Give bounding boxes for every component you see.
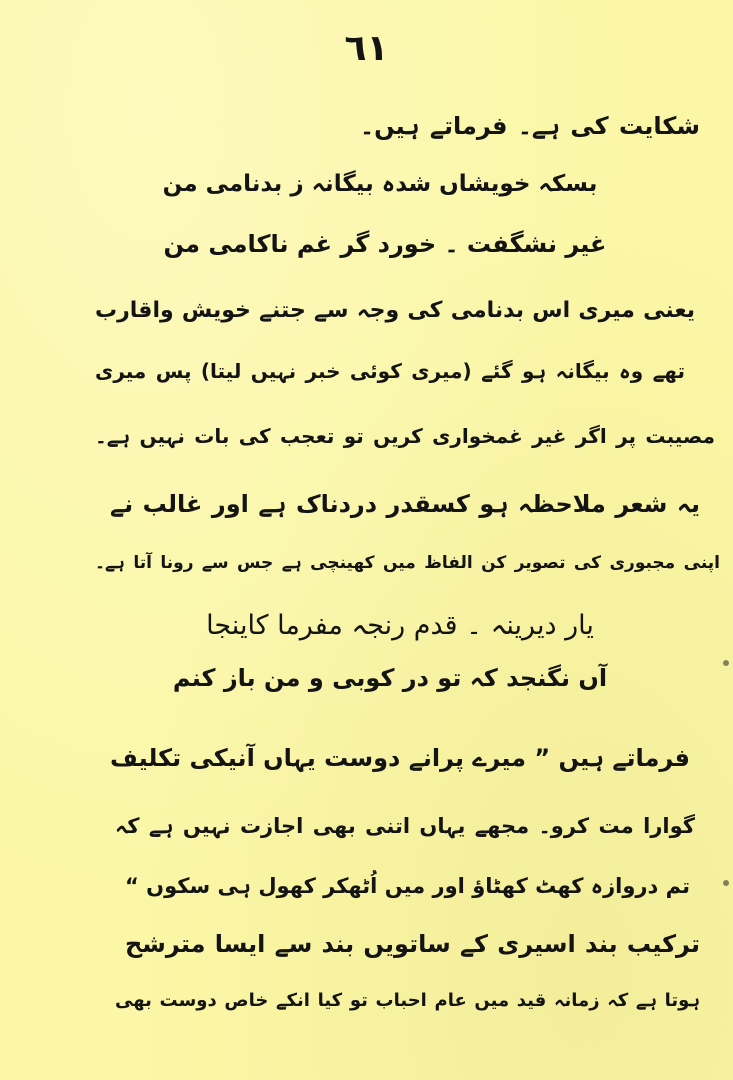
text-line-7: یہ شعر ملاحظہ ہو کسقدر دردناک ہے اور غالب نے: [110, 490, 700, 518]
verse-line-4: آں نگنجد کہ تو در کوبی و من باز کنم: [172, 664, 608, 692]
margin-speck: [723, 880, 729, 886]
text-line-15: ہوتا ہے کہ زمانہ قید میں عام احباب تو کیا انکے خاص دوست بھی: [115, 990, 700, 1011]
page-number: ٦١: [344, 28, 389, 69]
verse-line-3: یار دیرینہ ۔ قدم رنجہ مفرما کاینجا: [206, 610, 594, 641]
text-line-14: ترکیب بند اسیری کے ساتویں بند سے ایسا مترشح: [125, 930, 700, 958]
margin-speck: [723, 660, 729, 666]
text-line-13: تم دروازہ کھٹ کھٹاؤ اور میں اُٹھکر کھول ہی سکوں “: [125, 874, 690, 898]
text-line-5: تھے وہ بیگانہ ہو گئے (میری کوئی خبر نہیں لیتا) پس میری: [95, 359, 685, 383]
text-line-6: مصیبت پر اگر غیر غمخواری کریں تو تعجب کی بات نہیں ہے۔: [95, 424, 715, 448]
text-line-4: یعنی میری اس بدنامی کی وجہ سے جتنے خویش واقارب: [95, 298, 695, 323]
text-line-1: شکایت کی ہے۔ فرماتے ہیں۔: [360, 112, 700, 140]
verse-line-2: غیر نشگفت ۔ خورد گر غم ناکامی من: [163, 230, 607, 258]
text-line-11: فرماتے ہیں ” میرے پرانے دوست یہاں آنیکی تکلیف: [110, 744, 690, 772]
verse-line-1: بسکہ خویشاں شدہ بیگانہ ز بدنامی من: [162, 171, 598, 197]
text-line-8: اپنی مجبوری کی تصویر کن الفاظ میں کھینچی ہے جس سے رونا آتا ہے۔: [95, 553, 720, 573]
text-line-12: گوارا مت کرو۔ مجھے یہاں اتنی بھی اجازت نہیں ہے کہ: [115, 814, 695, 838]
